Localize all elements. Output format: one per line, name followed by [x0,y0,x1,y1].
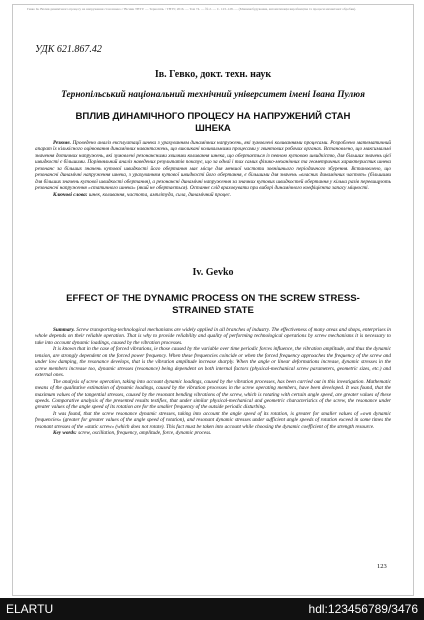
en-keywords [35,430,391,436]
ua-abstract-paragraph [35,140,391,192]
en-author: Iv. Gevko [192,267,234,278]
handle-link[interactable]: hdl:123456789/3476 [308,602,418,616]
en-summary-p2: It is known that in the case of forced vibrations, ie those caused by the variable over time periodic forces influence, the vibration amplitude, and thus the dynamic tension, are strongly dependent on the forced power frequency. When these frequencies coincide or when the forced frequency approaches the frequency of the screw and under low damping, the resonance develops, that is the vibration amplitude increase sharply. When the angle or linear deformations increase, dynamic stresses in the screw members increase too, dynamic stresses (resonance) being dependent on both internal factors (physical-mechanical screw parameters, geometric sizes, etc.) and external ones. [35,346,391,379]
ua-title [43,111,383,135]
en-title [43,293,383,317]
en-summary-p1 [35,327,391,346]
ua-abstract-label: Резюме. [53,140,71,146]
en-keywords-text: screw, oscillation, frequency, amplitude, force, dynamic process. [78,430,212,437]
en-summary-p1-text: Screw transporting-technological mechanisms are widely applied in all branches of industry. The effectiveness of many areas and shops, enterprises in whole depends on their reliable operation. That is why to provide reliability and quality of performing technological operations by screw mechanisms it is necessary to take into account dynamic loadings, caused by the vibration processes. [35,327,392,346]
ua-keywords-text: шнек, коливання, частота, амплітуда, сила, динамічний процес. [88,191,232,198]
udk-code: УДК 621.867.42 [35,44,102,55]
en-summary-p3: The analysis of screw operation, taking into account dynamic loadings, caused by the vibration processes, has been carried out in this investigation. Mathematic means of the qualitative estimation of dynamic loadings, caused by the vibration processes in the screw operating members, have been developed. It was found, that the maximum values of the tangential stresses, caused by the resonant bending vibrations of the screw, which is rotating with certain angle speed, are greater values of these speeds. Comparative analysis of the presented results testifies, that under similar physical-mechanical and geometric characteristics of the screw, the resonance under greater values of the angle speed of its rotation are for the smaller frequency of the outside periodic disturbing. [35,378,391,411]
journal-page [12,4,414,596]
ua-affiliation: Тернопільський національний технічний університет імені Івана Пулюя [61,90,365,100]
repository-name: ELARTU [6,602,54,616]
en-keywords-label: Key words: [53,430,77,437]
ua-abstract [35,140,391,198]
en-summary-p4: It was found, that the screw resonance dynamic stresses, taking into account the angle speed of its rotation, is greater for smaller values of «own dynamic frequencies» (greater for greater values of the angle speed of rotation), and resonant dynamic stresses under sufficient angle speeds of rotation exceed in some times the resonant stresses of the «static screw» (which does not rotate). This fact must be taken into account while choosing the dynamic coefficient of the strength resource. [35,410,391,430]
ua-keywords [35,192,391,198]
ua-author: Ів. Гевко, докт. техн. наук [154,69,272,80]
running-header: Гевко Ів. Вплив динамічного процесу на напруження стан шнека // Вісник ТНТУ. — Тернопіль : ТНТУ, 2016. — Том 74. — № 2. — С. 123–128. — (Машинобудування, автоматизація виробництва та процеси механічної обробки). [27,7,357,11]
ua-abstract-text: Проведено аналіз експлуатації шнека з урахуванням динамічних напружень, які зумовлені коливаннями процесами. Розроблено математичний апарат їх кількісного оцінювання динамічних навантажень, що викликані коливальними процесами у гвинтових робочих органах. Встановлено, що максимальні значення дотичних напружень, які зумовлені резонансними хвилями коливання шнека, що обертається із певною кутовою швидкістю, для більших значень цієї швидкості є більшими. Порівняльний аналіз наведених результатів показує, що за однаї і тих самих фізико-механічних та геометричних характеристик шнека резонанс за більших значень кутової швидкості його обертання має місце для меншої частоти зовнішнього періодичного збурення. Встановлено, що резонансні динамічні напруження шнека, з урахуванням кутової швидкості його обертання, є більшими для значень «власних динамічних частот» (більшими для більших значень кутової швидкості обертання), а резонансні динамічні напруження за значних кутових швидкостей обертання у кілька разів перевищують резонансні напруження «статичного шнека» (який не обертається). Останнє слід враховувати при виборі динамічного коефіцієнта запасу міцності. [35,140,392,192]
en-title-line2: STRAINED STATE [172,305,254,316]
en-summary-label: Summary. [53,327,75,333]
ua-title-line2: ШНЕКА [195,123,231,134]
repository-footer [0,598,424,620]
en-title-line1: EFFECT OF THE DYNAMIC PROCESS ON THE SCREW STRESS- [66,293,360,304]
en-summary [35,327,391,437]
ua-title-line1: ВПЛИВ ДИНАМІЧНОГО ПРОЦЕСУ НА НАПРУЖЕНИЙ СТАН [75,111,351,122]
page-number: 123 [377,563,387,570]
ua-keywords-label: Ключові слова: [53,191,88,198]
